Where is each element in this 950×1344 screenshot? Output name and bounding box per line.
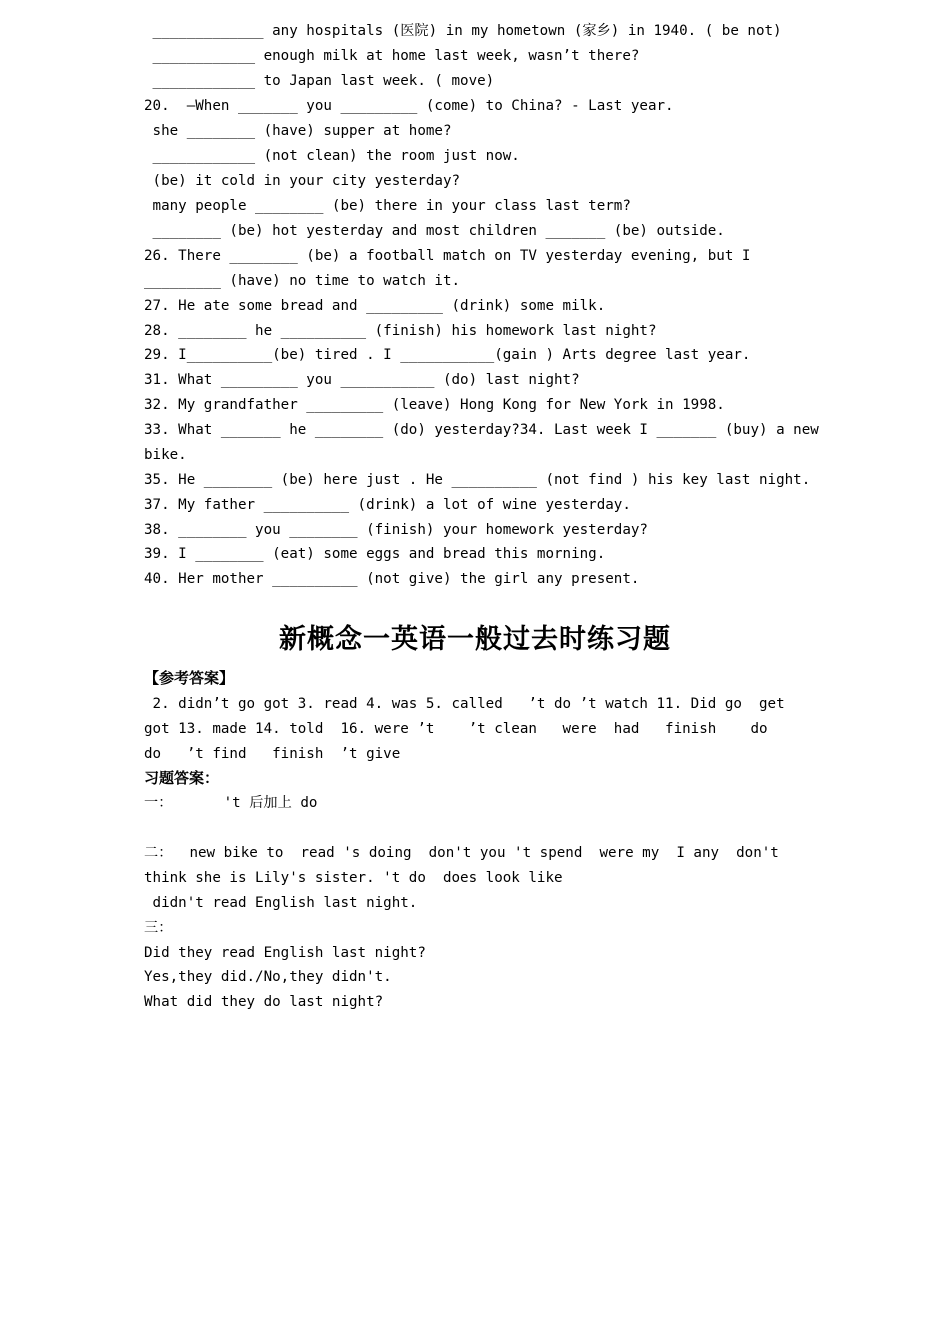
answer-line: 三： — [144, 920, 173, 936]
exercise-line: 33. What _______ he ________ (do) yesterday?34. Last week I _______ (buy) a new — [144, 422, 819, 438]
exercise-line: ____________ to Japan last week. ( move) — [144, 73, 495, 89]
document-title: 新概念一英语一般过去时练习题 — [279, 624, 671, 655]
answer-line: 二： new bike to read 's doing don't you 't spend were my I any don't — [144, 845, 779, 861]
exercise-line: ____________ (not clean) the room just now. — [144, 148, 520, 164]
answer-line: think she is Lily's sister. 't do does look like — [144, 870, 563, 886]
exercise-line: 32. My grandfather _________ (leave) Hong Kong for New York in 1998. — [144, 397, 725, 413]
answer-line: didn't read English last night. — [144, 895, 418, 911]
exercise-line: _________ (have) no time to watch it. — [144, 273, 461, 289]
exercise-line: 40. Her mother __________ (not give) the girl any present. — [144, 571, 640, 587]
answer-line: Did they read English last night? — [144, 945, 426, 961]
exercise-answers-heading: 习题答案： — [144, 769, 220, 787]
exercise-line: 39. I ________ (eat) some eggs and bread this morning. — [144, 546, 606, 562]
reference-answer-line: do ’t find finish ’t give — [144, 746, 401, 762]
exercise-line: many people ________ (be) there in your class last term? — [144, 198, 631, 214]
exercise-line: 27. He ate some bread and _________ (drink) some milk. — [144, 298, 606, 314]
reference-answers-heading: 【参考答案】 — [144, 669, 235, 687]
exercise-line: 35. He ________ (be) here just . He __________ (not find ) his key last night. — [144, 472, 811, 488]
exercise-line: 29. I__________(be) tired . I ___________(gain ) Arts degree last year. — [144, 347, 751, 363]
exercise-line: 20. –When _______ you _________ (come) to China? - Last year. — [144, 98, 674, 114]
exercise-line: 37. My father __________ (drink) a lot of wine yesterday. — [144, 497, 631, 513]
exercise-line: 38. ________ you ________ (finish) your homework yesterday? — [144, 522, 648, 538]
exercise-line: 28. ________ he __________ (finish) his homework last night? — [144, 323, 657, 339]
reference-answer-line: 2. didn’t go got 3. read 4. was 5. called ’t do ’t watch 11. Did go get — [144, 696, 785, 712]
reference-answer-line: got 13. made 14. told 16. were ’t ’t clean were had finish do — [144, 721, 768, 737]
answer-line: Yes,they did./No,they didn't. — [144, 969, 392, 985]
answer-line: What did they do last night? — [144, 994, 384, 1010]
exercise-line: she ________ (have) supper at home? — [144, 123, 452, 139]
answer-line: 一： 't 后加上 do — [144, 795, 318, 811]
exercise-line: _____________ any hospitals (医院) in my hometown (家乡) in 1940. ( be not) — [144, 23, 782, 39]
exercise-line: bike. — [144, 447, 187, 463]
exercise-line: ________ (be) hot yesterday and most children _______ (be) outside. — [144, 223, 725, 239]
exercise-line: 31. What _________ you ___________ (do) last night? — [144, 372, 580, 388]
exercise-line: (be) it cold in your city yesterday? — [144, 173, 461, 189]
exercise-line: 26. There ________ (be) a football match on TV yesterday evening, but I — [144, 248, 751, 264]
exercise-line: ____________ enough milk at home last week, wasn’t there? — [144, 48, 640, 64]
